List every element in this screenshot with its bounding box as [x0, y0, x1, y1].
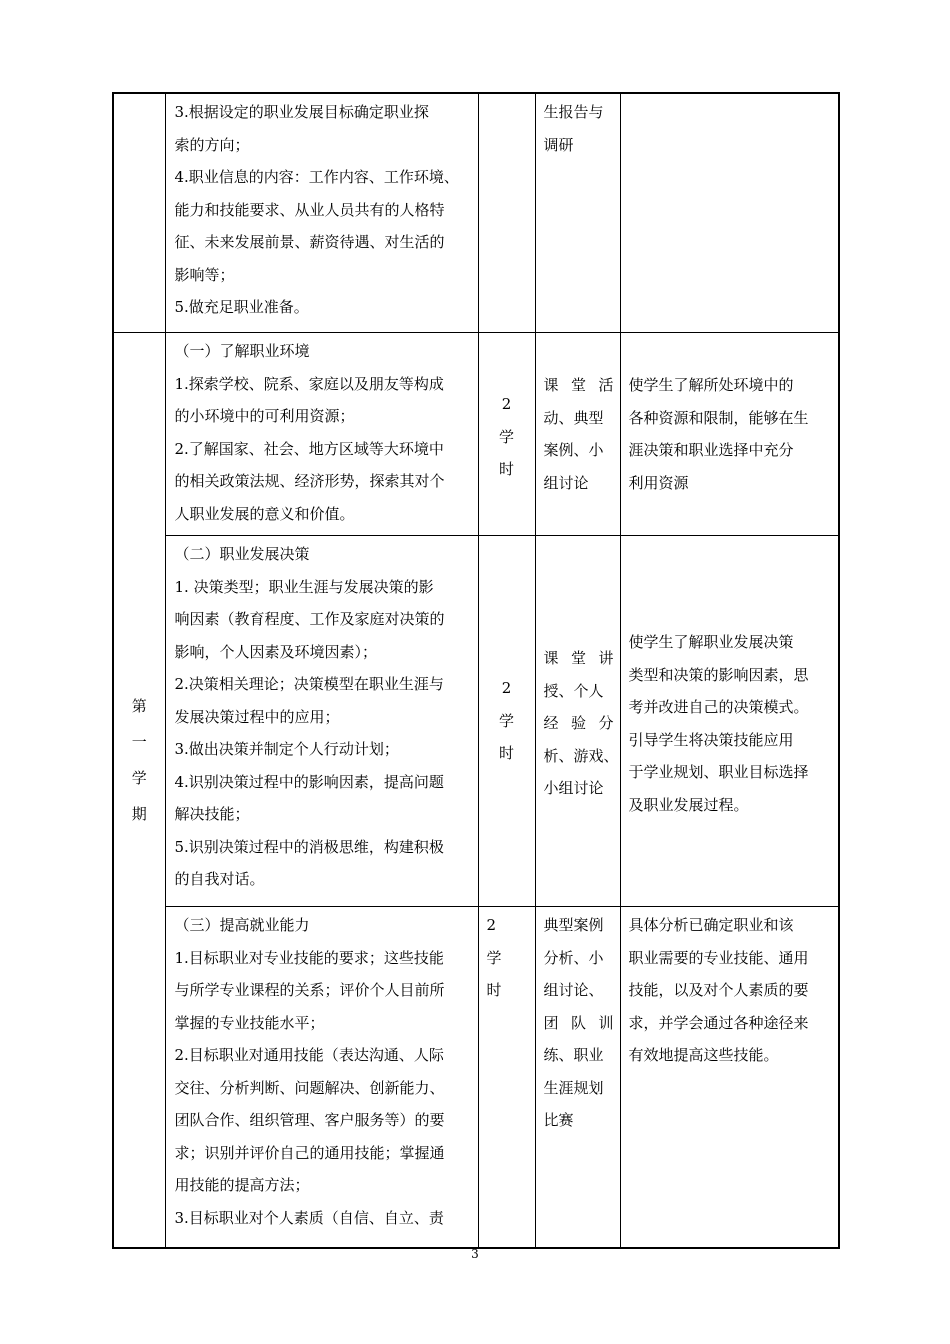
text-line: 有效地提高这些技能。 [628, 1046, 779, 1064]
text-line: 动、典型 [543, 408, 604, 427]
text-line: 的小环境中的可利用资源； [174, 407, 355, 425]
hours-text: 时 [486, 981, 502, 999]
text-line: 1.目标职业对专业技能的要求；这些技能 [174, 948, 444, 967]
text-line: 掌握的专业技能水平； [174, 1013, 325, 1032]
content-cell [165, 93, 478, 333]
page-number: 3 [471, 1247, 479, 1261]
semester-char: 一 [131, 733, 147, 751]
text-line: 组讨论 [543, 473, 589, 492]
text-line: 索的方向； [174, 135, 250, 154]
text-line: 生涯规划 [543, 1078, 604, 1097]
semester-char: 第 [131, 697, 147, 715]
text-line: 调研 [543, 135, 574, 154]
text-line: 类型和决策的影响因素，思 [628, 665, 809, 684]
text-line: 涯决策和职业选择中充分 [628, 441, 794, 459]
text-line: 解决技能； [174, 805, 250, 823]
text-line: 1. 决策类型；职业生涯与发展决策的影 [174, 577, 434, 596]
semester-cell-blank [113, 93, 165, 333]
text-line: 小组讨论 [543, 779, 604, 797]
semester-cell [113, 333, 165, 1249]
text-line: 技能，以及对个人素质的要 [628, 981, 809, 999]
method-cell [535, 93, 620, 333]
text-line: 发展决策过程中的应用； [174, 707, 340, 726]
text-line: 3.目标职业对个人素质（自信、自立、责 [174, 1208, 444, 1227]
text-line: 影响等； [174, 265, 235, 284]
table-row [113, 333, 839, 536]
text-line: 征、未来发展前景、薪资待遇、对生活的 [174, 233, 445, 251]
goal-cell [620, 333, 839, 536]
table-row [113, 93, 839, 333]
text-line: 与所学专业课程的关系；评价个人目前所 [174, 981, 445, 999]
text-line: 引导学生将决策技能应用 [628, 730, 794, 749]
content-cell [165, 907, 478, 1249]
text-line: 人职业发展的意义和价值。 [174, 504, 355, 523]
hours-text: 2 [501, 395, 512, 413]
text-line: 各种资源和限制，能够在生 [628, 408, 809, 427]
text-line: 4.职业信息的内容：工作内容、工作环境、 [174, 168, 459, 186]
text-line: 于学业规划、职业目标选择 [628, 763, 809, 781]
text-line: 2.目标职业对通用技能（表达沟通、人际 [174, 1046, 444, 1064]
text-line: 经 验 分 [543, 714, 614, 732]
text-line: 职业需要的专业技能、通用 [628, 948, 809, 967]
text-line: 课 堂 讲 [543, 649, 614, 667]
semester-char: 学 [131, 769, 147, 787]
text-line: 1.探索学校、院系、家庭以及朋友等构成 [174, 374, 444, 393]
text-line: 授、个人 [543, 681, 604, 700]
text-line: 利用资源 [628, 473, 689, 492]
section-heading: （三）提高就业能力 [174, 916, 310, 934]
hours-text: 2 [501, 679, 512, 697]
hours-text: 时 [498, 744, 514, 762]
text-line: 的相关政策法规、经济形势，探索其对个 [174, 472, 445, 490]
hours-text: 时 [498, 460, 514, 478]
text-line: 生报告与 [543, 103, 604, 121]
text-line: 具体分析已确定职业和该 [628, 916, 794, 934]
text-line: 影响，个人因素及环境因素）； [174, 642, 378, 661]
hours-text: 学 [498, 427, 514, 446]
hours-cell [478, 536, 535, 907]
text-line: 求，并学会通过各种途径来 [628, 1013, 809, 1032]
hours-cell [478, 907, 535, 1249]
text-line: 响因素（教育程度、工作及家庭对决策的 [174, 610, 445, 628]
content-cell [165, 333, 478, 536]
text-line: 及职业发展过程。 [628, 795, 749, 814]
section-heading: （一）了解职业环境 [174, 342, 310, 360]
goal-cell [620, 907, 839, 1249]
method-cell [535, 536, 620, 907]
text-line: 4.识别决策过程中的影响因素，提高问题 [174, 772, 444, 791]
method-cell [535, 907, 620, 1249]
table-row [113, 907, 839, 1249]
method-cell [535, 333, 620, 536]
hours-cell [478, 93, 535, 333]
goal-cell [620, 93, 839, 333]
semester-char: 期 [131, 805, 147, 823]
table-row [113, 536, 839, 907]
hours-text: 学 [486, 948, 502, 967]
text-line: 分析、小 [543, 948, 604, 967]
section-heading: （二）职业发展决策 [174, 545, 310, 563]
hours-text: 学 [498, 711, 514, 730]
text-line: 课 堂 活 [543, 376, 614, 394]
text-line: 考并改进自己的决策模式。 [628, 698, 809, 716]
text-line: 用技能的提高方法； [174, 1176, 310, 1194]
goal-cell [620, 536, 839, 907]
text-line: 3.做出决策并制定个人行动计划； [174, 740, 399, 758]
text-line: 2.了解国家、社会、地方区域等大环境中 [174, 439, 444, 458]
content-cell [165, 536, 478, 907]
text-line: 交往、分析判断、问题解决、创新能力、 [174, 1078, 445, 1097]
text-line: 比赛 [543, 1111, 574, 1129]
text-line: 5.做充足职业准备。 [174, 298, 309, 316]
text-line: 使学生了解所处环境中的 [628, 376, 794, 394]
text-line: 组讨论、 [543, 981, 604, 999]
text-line: 2.决策相关理论；决策模型在职业生涯与 [174, 675, 444, 693]
course-table [112, 92, 840, 1249]
hours-cell [478, 333, 535, 536]
text-line: 求；识别并评价自己的通用技能；掌握通 [174, 1143, 445, 1162]
text-line: 练、职业 [543, 1046, 604, 1064]
text-line: 5.识别决策过程中的消极思维，构建积极 [174, 837, 444, 856]
text-line: 析、游戏、 [543, 746, 619, 765]
text-line: 3.根据设定的职业发展目标确定职业探 [174, 103, 429, 121]
text-line: 使学生了解职业发展决策 [628, 633, 794, 651]
text-line: 能力和技能要求、从业人员共有的人格特 [174, 200, 445, 219]
hours-text: 2 [486, 916, 497, 934]
text-line: 典型案例 [543, 916, 604, 934]
text-line: 案例、小 [543, 441, 604, 459]
text-line: 团 队 训 [543, 1013, 614, 1032]
text-line: 的自我对话。 [174, 870, 265, 888]
text-line: 团队合作、组织管理、客户服务等）的要 [174, 1111, 445, 1129]
